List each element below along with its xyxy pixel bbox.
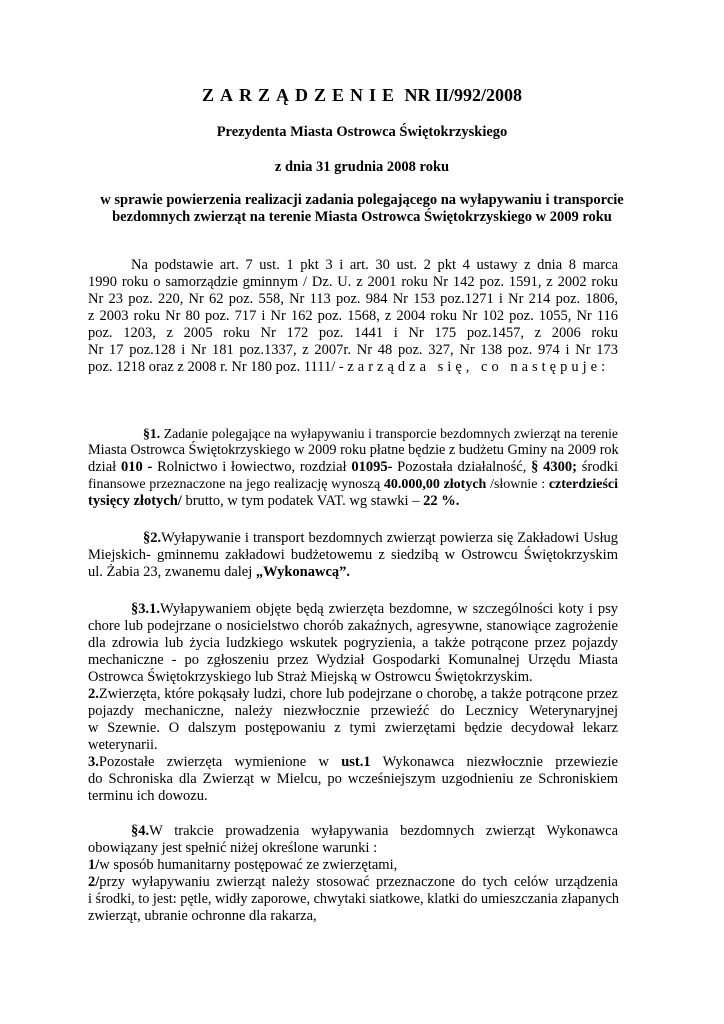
paragraph-3-line: chore lub podejrzane o nosicielstwo chorób zakaźnych, agresywne, stanowiące zagrożenie xyxy=(88,618,618,634)
subject-line: bezdomnych zwierząt na terenie Miasta Ostrowca Świętokrzyskiego w 2009 roku xyxy=(112,209,612,225)
paragraph-text: Pozostałe zwierzęta wymienione w xyxy=(98,754,342,770)
paragraph-text: Zwierzęta, które pokąsały ludzi, chore lub podejrzane o chorobę, a także potrącone przez xyxy=(98,686,618,702)
paragraph-bold: czterdzieści xyxy=(548,477,619,492)
preamble-text: poz. 1218 oraz z 2008 r. Nr 180 poz. 1111/ - xyxy=(88,359,348,375)
document-date: z dnia 31 grudnia 2008 roku xyxy=(274,159,450,175)
list-label: 1/ xyxy=(88,857,100,873)
paragraph-1-line xyxy=(88,476,618,493)
paragraph-text: Zadanie polegające na wyłapywaniu i transporcie bezdomnych zwierząt na terenie xyxy=(160,426,618,441)
paragraph-label: §3.1. xyxy=(131,601,160,617)
preamble-decree: zarządza się, co następuje: xyxy=(347,359,610,375)
preamble-line: Nr 23 poz. 220, Nr 62 poz. 558, Nr 113 poz. 984 Nr 153 poz.1271 i Nr 214 poz. 1806, xyxy=(88,291,618,307)
paragraph-bold: 40.000,00 złotych xyxy=(383,477,487,492)
paragraph-bold: tysięcy złotych/ xyxy=(88,493,182,509)
paragraph-label: §4. xyxy=(131,823,150,839)
paragraph-3-line: Ostrowca Świętokrzyskiego lub Straż Miejską w Ostrowcu Świętokrzyskim. xyxy=(88,669,533,685)
paragraph-label: §1. xyxy=(143,426,161,441)
paragraph-text: brutto, w tym podatek VAT. wg stawki – xyxy=(181,493,424,509)
paragraph-3-line: pojazdy mechaniczne, należy niezwłocznie przewieźć do Lecznicy Weterynaryjnej xyxy=(88,703,618,719)
paragraph-bold: 01095- xyxy=(351,459,393,475)
paragraph-text: /słownie : xyxy=(486,477,549,492)
paragraph-3-line xyxy=(88,686,618,703)
title-number: NR II/992/2008 xyxy=(404,85,523,105)
list-text: przy wyłapywaniu zwierząt należy stosować przeznaczone do tych celów urządzenia xyxy=(99,874,618,890)
paragraph-2-line xyxy=(143,530,618,547)
paragraph-4-line: obowiązany jest spełnić niżej określone warunki : xyxy=(88,840,378,856)
paragraph-label: 3. xyxy=(88,754,99,770)
paragraph-text: W trakcie prowadzenia wyłapywania bezdomnych zwierząt Wykonawca xyxy=(149,823,618,839)
list-text: w sposób humanitarny postępować ze zwierzętami, xyxy=(99,857,398,873)
issuer: Prezydenta Miasta Ostrowca Świętokrzyskiego xyxy=(216,124,508,140)
paragraph-4-line xyxy=(88,874,618,891)
paragraph-text: Rolnictwo i łowiectwo, rozdział xyxy=(152,459,352,475)
paragraph-4-line: i środki, to jest: pętle, widły zaporowe, chwytaki siatkowe, klatki do umieszczania złapanych xyxy=(88,891,620,907)
paragraph-1-line xyxy=(143,425,618,442)
paragraph-4-line xyxy=(88,857,618,874)
paragraph-3-line: w Szewnie. O dalszym postępowaniu z tymi zwierzętami będzie decydował lekarz xyxy=(88,720,618,736)
paragraph-text: Wykonawca niezwłocznie przewiezie xyxy=(370,754,618,770)
paragraph-text: środki xyxy=(576,459,618,475)
paragraph-4-line xyxy=(131,823,618,840)
preamble-line: 1990 roku o samorządzie gminnym / Dz. U. z 2001 roku Nr 142 poz. 1591, z 2002 roku xyxy=(88,274,618,290)
paragraph-2-line xyxy=(88,564,618,581)
paragraph-text: Wyłapywaniem objęte będą zwierzęta bezdomne, w szczególności koty i psy xyxy=(160,601,618,617)
document-title xyxy=(0,84,724,106)
paragraph-3-line xyxy=(131,601,618,618)
paragraph-text: dział xyxy=(88,459,121,475)
list-label: 2/ xyxy=(88,874,100,890)
paragraph-text: ul. Żabia 23, zwanemu dalej xyxy=(88,564,256,580)
paragraph-3-line: mechaniczne - po zgłoszeniu przez Wydział Gospodarki Komunalnej Urzędu Miasta xyxy=(88,652,618,668)
paragraph-bold: 22 %. xyxy=(423,493,460,509)
paragraph-text: finansowe przeznaczone na jego realizację wynoszą xyxy=(88,477,384,492)
preamble-line: Na podstawie art. 7 ust. 1 pkt 3 i art. 30 ust. 2 pkt 4 ustawy z dnia 8 marca xyxy=(131,257,618,273)
paragraph-2-line: Miejskich- gminnemu zakładowi budżetowemu z siedzibą w Ostrowcu Świętokrzyskim xyxy=(88,547,618,563)
paragraph-bold: § 4300; xyxy=(531,459,577,475)
paragraph-label: 2. xyxy=(88,686,99,702)
paragraph-1-line xyxy=(88,459,618,476)
subject-line: w sprawie powierzenia realizacji zadania polegającego na wyłapywaniu i transporcie xyxy=(100,192,624,208)
paragraph-4-line: zwierząt, ubranie ochronne dla rakarza, xyxy=(88,908,317,924)
paragraph-3-line: dla zdrowia lub życia ludzkiego wskutek pogryzienia, a także potrącone przez pojazdy xyxy=(88,635,618,651)
document-subject xyxy=(80,192,644,226)
paragraph-label: §2. xyxy=(143,530,162,546)
paragraph-3-line: weterynarii. xyxy=(88,737,158,753)
paragraph-1-line xyxy=(88,493,618,510)
paragraph-1-line: Miasta Ostrowca Świętokrzyskiego w 2009 roku płatne będzie z budżetu Gminy na 2009 rok xyxy=(88,442,619,458)
paragraph-3-line xyxy=(88,754,618,771)
preamble-line: poz. 1203, z 2005 roku Nr 172 poz. 1441 i Nr 175 poz.1457, z 2006 roku xyxy=(88,325,618,341)
paragraph-3-line: do Schroniska dla Zwierząt w Mielcu, po wcześniejszym uzgodnieniu ze Schroniskiem xyxy=(88,771,618,787)
paragraph-bold: „Wykonawcą”. xyxy=(255,564,351,580)
paragraph-text: Pozostała działalność, xyxy=(392,459,532,475)
preamble-line: z 2003 roku Nr 80 poz. 717 i Nr 162 poz. 1568, z 2004 roku Nr 102 poz. 1055, Nr 116 xyxy=(88,308,618,324)
paragraph-3-line: terminu ich dowozu. xyxy=(88,788,208,804)
paragraph-bold: 010 - xyxy=(120,459,153,475)
paragraph-bold: ust.1 xyxy=(341,754,371,770)
title-word: ZARZĄDZENIE xyxy=(201,85,400,105)
preamble-line xyxy=(88,359,618,376)
paragraph-text: Wyłapywanie i transport bezdomnych zwierząt powierza się Zakładowi Usług xyxy=(161,530,618,546)
preamble-line: Nr 17 poz.128 i Nr 181 poz.1337, z 2007r. Nr 48 poz. 327, Nr 138 poz. 974 i Nr 173 xyxy=(88,342,618,358)
